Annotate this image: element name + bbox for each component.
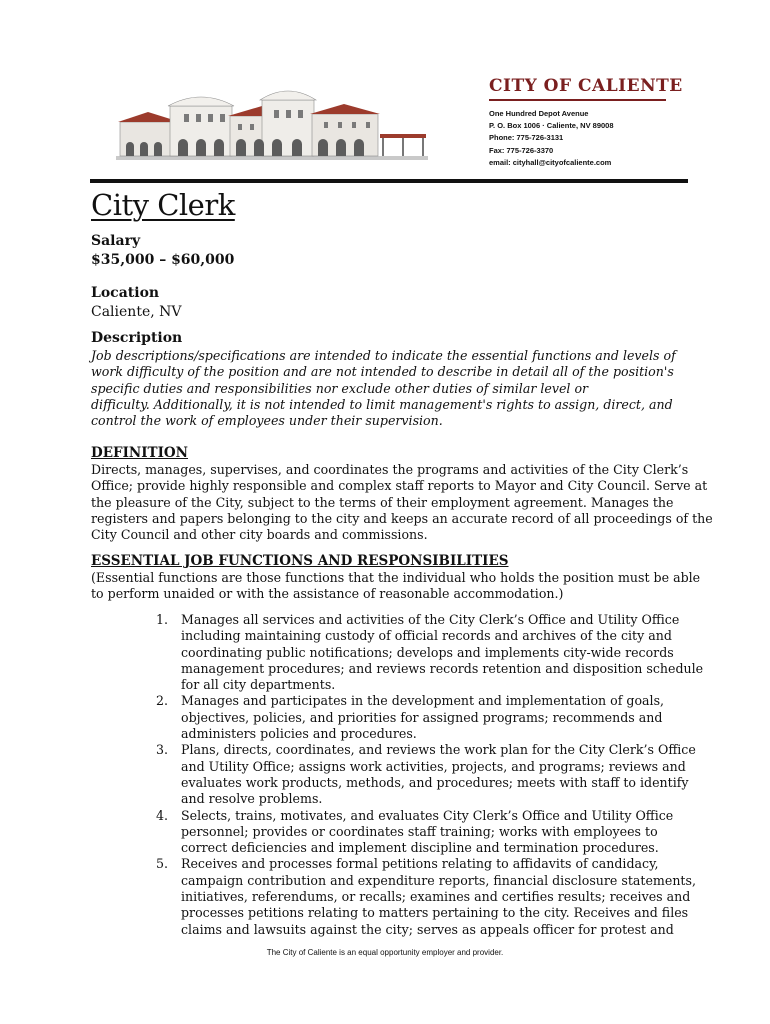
duty-number: 1. — [156, 612, 169, 627]
description-text — [91, 348, 681, 429]
duty-line: and resolve problems. — [181, 791, 323, 807]
essential-intro-line: (Essential functions are those functions that the individual who holds the position must be able — [91, 570, 701, 585]
definition-line: Office; provide highly responsible and complex staff reports to Mayor and City Council. Serve at — [91, 478, 708, 494]
salary-label: Salary — [91, 233, 141, 249]
contact-phone: Phone: 775-726-3131 — [489, 133, 564, 143]
duty-line: claims and lawsuits against the city; serves as appeals officer for protest and — [181, 921, 674, 937]
contact-po-box: P. O. Box 1006 · Caliente, NV 89008 — [489, 121, 614, 131]
duty-line: Manages and participates in the development and implementation of goals, — [181, 693, 665, 709]
duty-line: Receives and processes formal petitions relating to affidavits of candidacy, — [181, 856, 659, 872]
duty-line: objectives, policies, and priorities for assigned programs; recommends and — [181, 709, 663, 725]
duty-line: management procedures; and reviews records retention and disposition schedule — [181, 660, 704, 676]
duty-line: coordinating public notifications; develops and implements city-wide records — [181, 644, 674, 660]
duty-line: evaluates work products, methods, and procedures; meets with staff to identify — [181, 774, 689, 790]
city-hall-building-illustration — [112, 84, 432, 166]
definition-line: City Council and other city boards and commissions. — [91, 527, 428, 543]
city-name-underline — [489, 99, 666, 101]
location-label: Location — [91, 285, 160, 301]
duty-line: processes petitions relating to matters pertaining to the city. Receives and files — [181, 905, 689, 921]
contact-email[interactable]: email: cityhall@cityofcaliente.com — [489, 157, 612, 167]
essential-functions-heading: ESSENTIAL JOB FUNCTIONS AND RESPONSIBILITIES — [91, 553, 509, 569]
duty-line: Plans, directs, coordinates, and reviews the work plan for the City Clerk’s Office — [181, 742, 696, 758]
description-line: Job descriptions/specifications are intended to indicate the essential functions and levels of — [91, 348, 676, 363]
duty-line: Manages all services and activities of the City Clerk’s Office and Utility Office — [181, 612, 680, 627]
duty-line: Selects, trains, motivates, and evaluates City Clerk’s Office and Utility Office — [181, 807, 674, 823]
description-line: specific duties and responsibilities nor exclude other duties of similar level or — [91, 380, 589, 396]
definition-text — [91, 462, 713, 543]
duty-item — [148, 612, 704, 693]
duty-line: administers policies and procedures. — [181, 726, 417, 742]
duty-number: 5. — [156, 856, 169, 872]
description-line: work difficulty of the position and are not intended to describe in detail all of the position's — [91, 364, 674, 380]
duty-item — [148, 693, 688, 742]
location-value: Caliente, NV — [91, 304, 182, 320]
essential-intro — [91, 570, 701, 603]
duties-list — [148, 612, 704, 938]
duty-number: 4. — [156, 807, 169, 823]
definition-line: the pleasure of the City, subject to the terms of their employment agreement. Manages the — [91, 494, 674, 510]
job-title: City Clerk — [91, 188, 235, 222]
equal-opportunity-footer: The City of Caliente is an equal opportunity employer and provider. — [266, 948, 504, 957]
city-name-heading: CITY OF CALIENTE — [489, 76, 683, 96]
duty-number: 3. — [156, 742, 169, 758]
header-divider — [90, 179, 688, 183]
duty-item — [148, 742, 696, 807]
duty-line: and Utility Office; assigns work activities, projects, and programs; reviews and — [181, 758, 686, 774]
duty-line: correct deficiencies and implement discipline and termination procedures. — [181, 840, 659, 856]
duty-number: 2. — [156, 693, 169, 709]
definition-line: registers and papers belonging to the city and keeps an accurate record of all proceedings of the — [91, 510, 713, 526]
definition-line: Directs, manages, supervises, and coordinates the programs and activities of the City Clerk’s — [91, 462, 689, 477]
salary-value: $35,000 – $60,000 — [91, 252, 235, 268]
duty-line: including maintaining custody of official records and archives of the city and — [181, 628, 672, 644]
description-line: control the work of employees under their supervision. — [91, 413, 443, 429]
duty-item — [148, 856, 696, 937]
description-label: Description — [91, 330, 183, 346]
contact-block — [489, 108, 614, 169]
definition-heading: DEFINITION — [91, 445, 189, 461]
contact-address: One Hundred Depot Avenue — [489, 109, 589, 118]
duty-line: campaign contribution and expenditure reports, financial disclosure statements, — [181, 872, 696, 888]
duty-line: personnel; provides or coordinates staff training; works with employees to — [181, 823, 658, 839]
description-line: difficulty. Additionally, it is not intended to limit management's rights to assign, direct, and — [91, 396, 673, 412]
duty-item — [148, 808, 688, 857]
duty-line: initiatives, referendums, or recalls; examines and certifies results; receives and — [181, 889, 691, 905]
essential-intro-line: to perform unaided or with the assistance of reasonable accommodation.) — [91, 586, 564, 602]
duty-line: for all city departments. — [181, 677, 336, 693]
contact-fax: Fax: 775-726-3370 — [489, 145, 554, 155]
